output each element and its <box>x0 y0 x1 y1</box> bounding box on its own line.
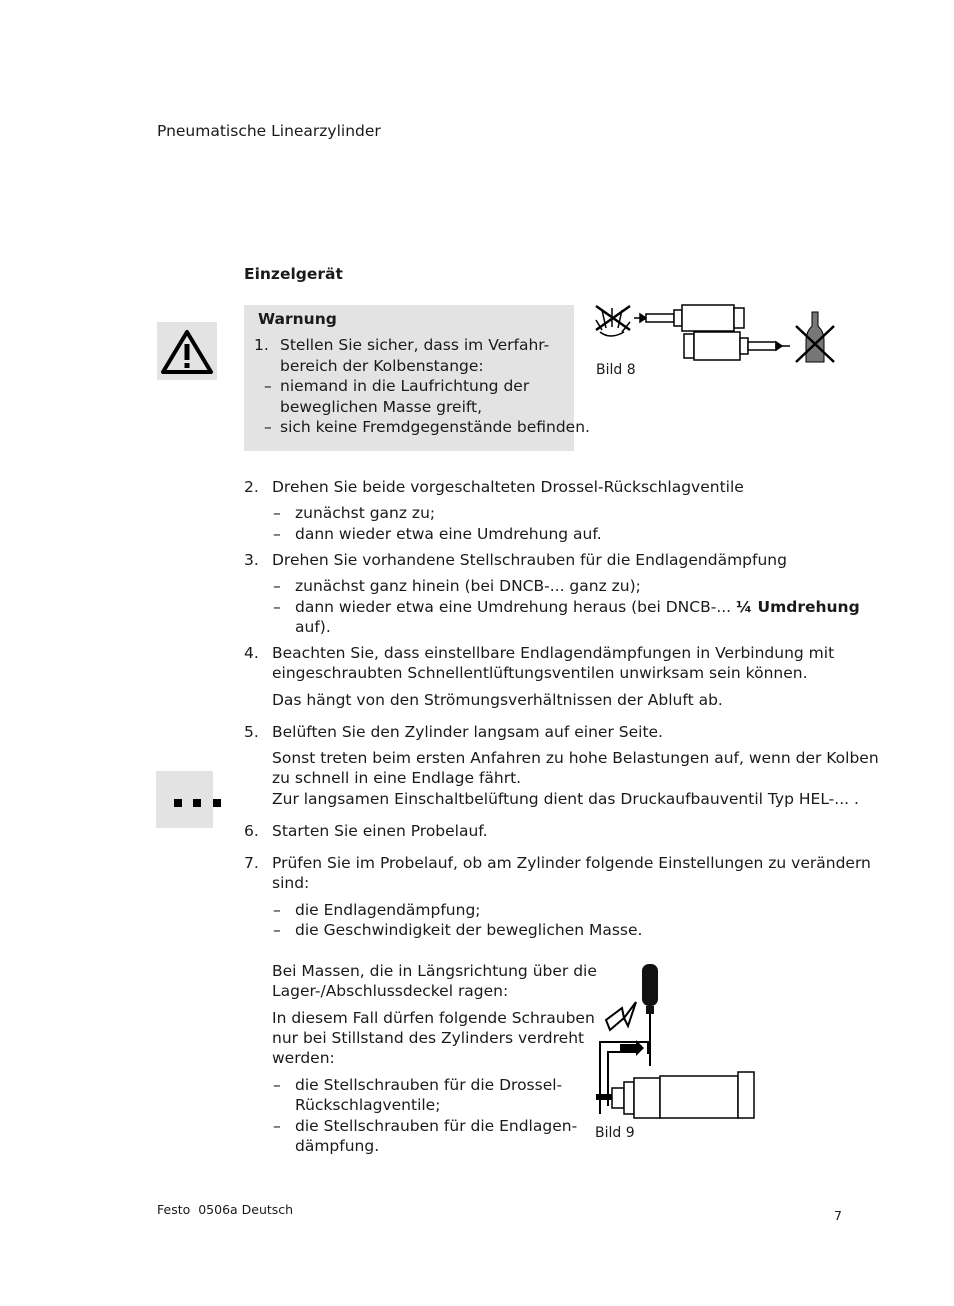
paragraph-text: werden: <box>272 1049 335 1067</box>
note-icon-box <box>156 771 213 828</box>
list-item: die Stellschrauben für die Drossel- <box>295 1076 563 1094</box>
section-heading: Einzelgerät <box>244 265 343 283</box>
list-dash: – <box>273 577 281 595</box>
step-text: Drehen Sie beide vorgeschalteten Drossel-Rückschlagventile <box>272 478 744 496</box>
paragraph-text: In diesem Fall dürfen folgende Schrauben <box>272 1009 595 1027</box>
warning-sub-item: beweglichen Masse greift, <box>280 398 483 416</box>
warning-sub-item: sich keine Fremdgegenstände befinden. <box>280 418 590 436</box>
paragraph-text: Lager-/Abschlussdeckel ragen: <box>272 982 509 1000</box>
warning-title: Warnung <box>258 310 337 328</box>
step-note: Sonst treten beim ersten Anfahren zu hohe Belastungen auf, wenn der Kolben <box>272 749 879 767</box>
list-dash: – <box>273 504 281 522</box>
step-sub-item <box>295 597 860 617</box>
figure-9-caption: Bild 9 <box>595 1125 635 1141</box>
step-sub-item: auf). <box>295 618 331 636</box>
step-number: 6. <box>244 822 259 840</box>
step-number: 3. <box>244 551 259 569</box>
figure-8-illustration <box>590 300 840 368</box>
warning-sub-item: niemand in die Laufrichtung der <box>280 377 530 395</box>
footer-left: Festo 0506a Deutsch <box>157 1202 294 1217</box>
screwdriver-icon <box>642 964 658 1066</box>
page-number: 7 <box>834 1208 842 1223</box>
warning-item-number: 1. <box>254 336 269 354</box>
warning-box <box>244 305 590 451</box>
warning-triangle-icon <box>157 322 217 380</box>
warning-item-text: bereich der Kolbenstange: <box>280 357 484 375</box>
list-dash: – <box>273 901 281 919</box>
step-text: sind: <box>272 874 310 892</box>
step-note: Zur langsamen Einschaltbelüftung dient das Druckaufbauventil Typ HEL-... . <box>272 790 859 808</box>
step-number: 4. <box>244 644 259 662</box>
bottle-icon <box>796 312 834 362</box>
step-text: Drehen Sie vorhandene Stellschrauben für die Endlagendämpfung <box>272 551 787 569</box>
list-dash: – <box>273 921 281 939</box>
figure-8-caption: Bild 8 <box>596 362 636 378</box>
hand-icon <box>596 306 630 336</box>
list-item: dämpfung. <box>295 1137 380 1155</box>
list-dash: – <box>264 418 272 436</box>
step-text: eingeschraubten Schnellentlüftungsventilen unwirksam sein können. <box>272 664 808 682</box>
step-number: 2. <box>244 478 259 496</box>
step-text: Prüfen Sie im Probelauf, ob am Zylinder folgende Einstellungen zu verändern <box>272 854 871 872</box>
ellipsis-icon <box>156 771 226 828</box>
paragraph-text: Bei Massen, die in Längsrichtung über die <box>272 962 597 980</box>
step-note: Das hängt von den Strömungsverhältnissen der Abluft ab. <box>272 691 723 709</box>
lightning-icon <box>606 1002 636 1030</box>
step-sub-item: die Geschwindigkeit der beweglichen Masse. <box>295 921 643 939</box>
step-text: Starten Sie einen Probelauf. <box>272 822 488 840</box>
step-sub-item: zunächst ganz hinein (bei DNCB-... ganz zu); <box>295 577 641 595</box>
step-text: Beachten Sie, dass einstellbare Endlagendämpfungen in Verbindung mit <box>272 644 835 662</box>
figure-9-illustration <box>592 958 762 1123</box>
list-dash: – <box>264 377 272 395</box>
page-header: Pneumatische Linearzylinder <box>157 122 381 140</box>
list-dash: – <box>273 1117 281 1135</box>
paragraph-text: nur bei Stillstand des Zylinders verdreht <box>272 1029 585 1047</box>
warning-item-text: Stellen Sie sicher, dass im Verfahr- <box>280 336 550 354</box>
step-note: zu schnell in eine Endlage fährt. <box>272 769 522 787</box>
step-sub-item: dann wieder etwa eine Umdrehung auf. <box>295 525 602 543</box>
list-dash: – <box>273 525 281 543</box>
quarter-turn-emphasis: ¼ Umdrehung <box>736 598 860 616</box>
step-number: 7. <box>244 854 259 872</box>
step-sub-item: die Endlagendämpfung; <box>295 901 481 919</box>
list-item: die Stellschrauben für die Endlagen- <box>295 1117 578 1135</box>
warning-icon-box <box>157 322 217 380</box>
step-number: 5. <box>244 723 259 741</box>
step-sub-item: zunächst ganz zu; <box>295 504 436 522</box>
step-text: Belüften Sie den Zylinder langsam auf einer Seite. <box>272 723 663 741</box>
step-sub-item-text: dann wieder etwa eine Umdrehung heraus (bei DNCB-... <box>295 598 737 616</box>
list-dash: – <box>273 1076 281 1094</box>
list-item: Rückschlagventile; <box>295 1096 441 1114</box>
list-dash: – <box>273 598 281 616</box>
